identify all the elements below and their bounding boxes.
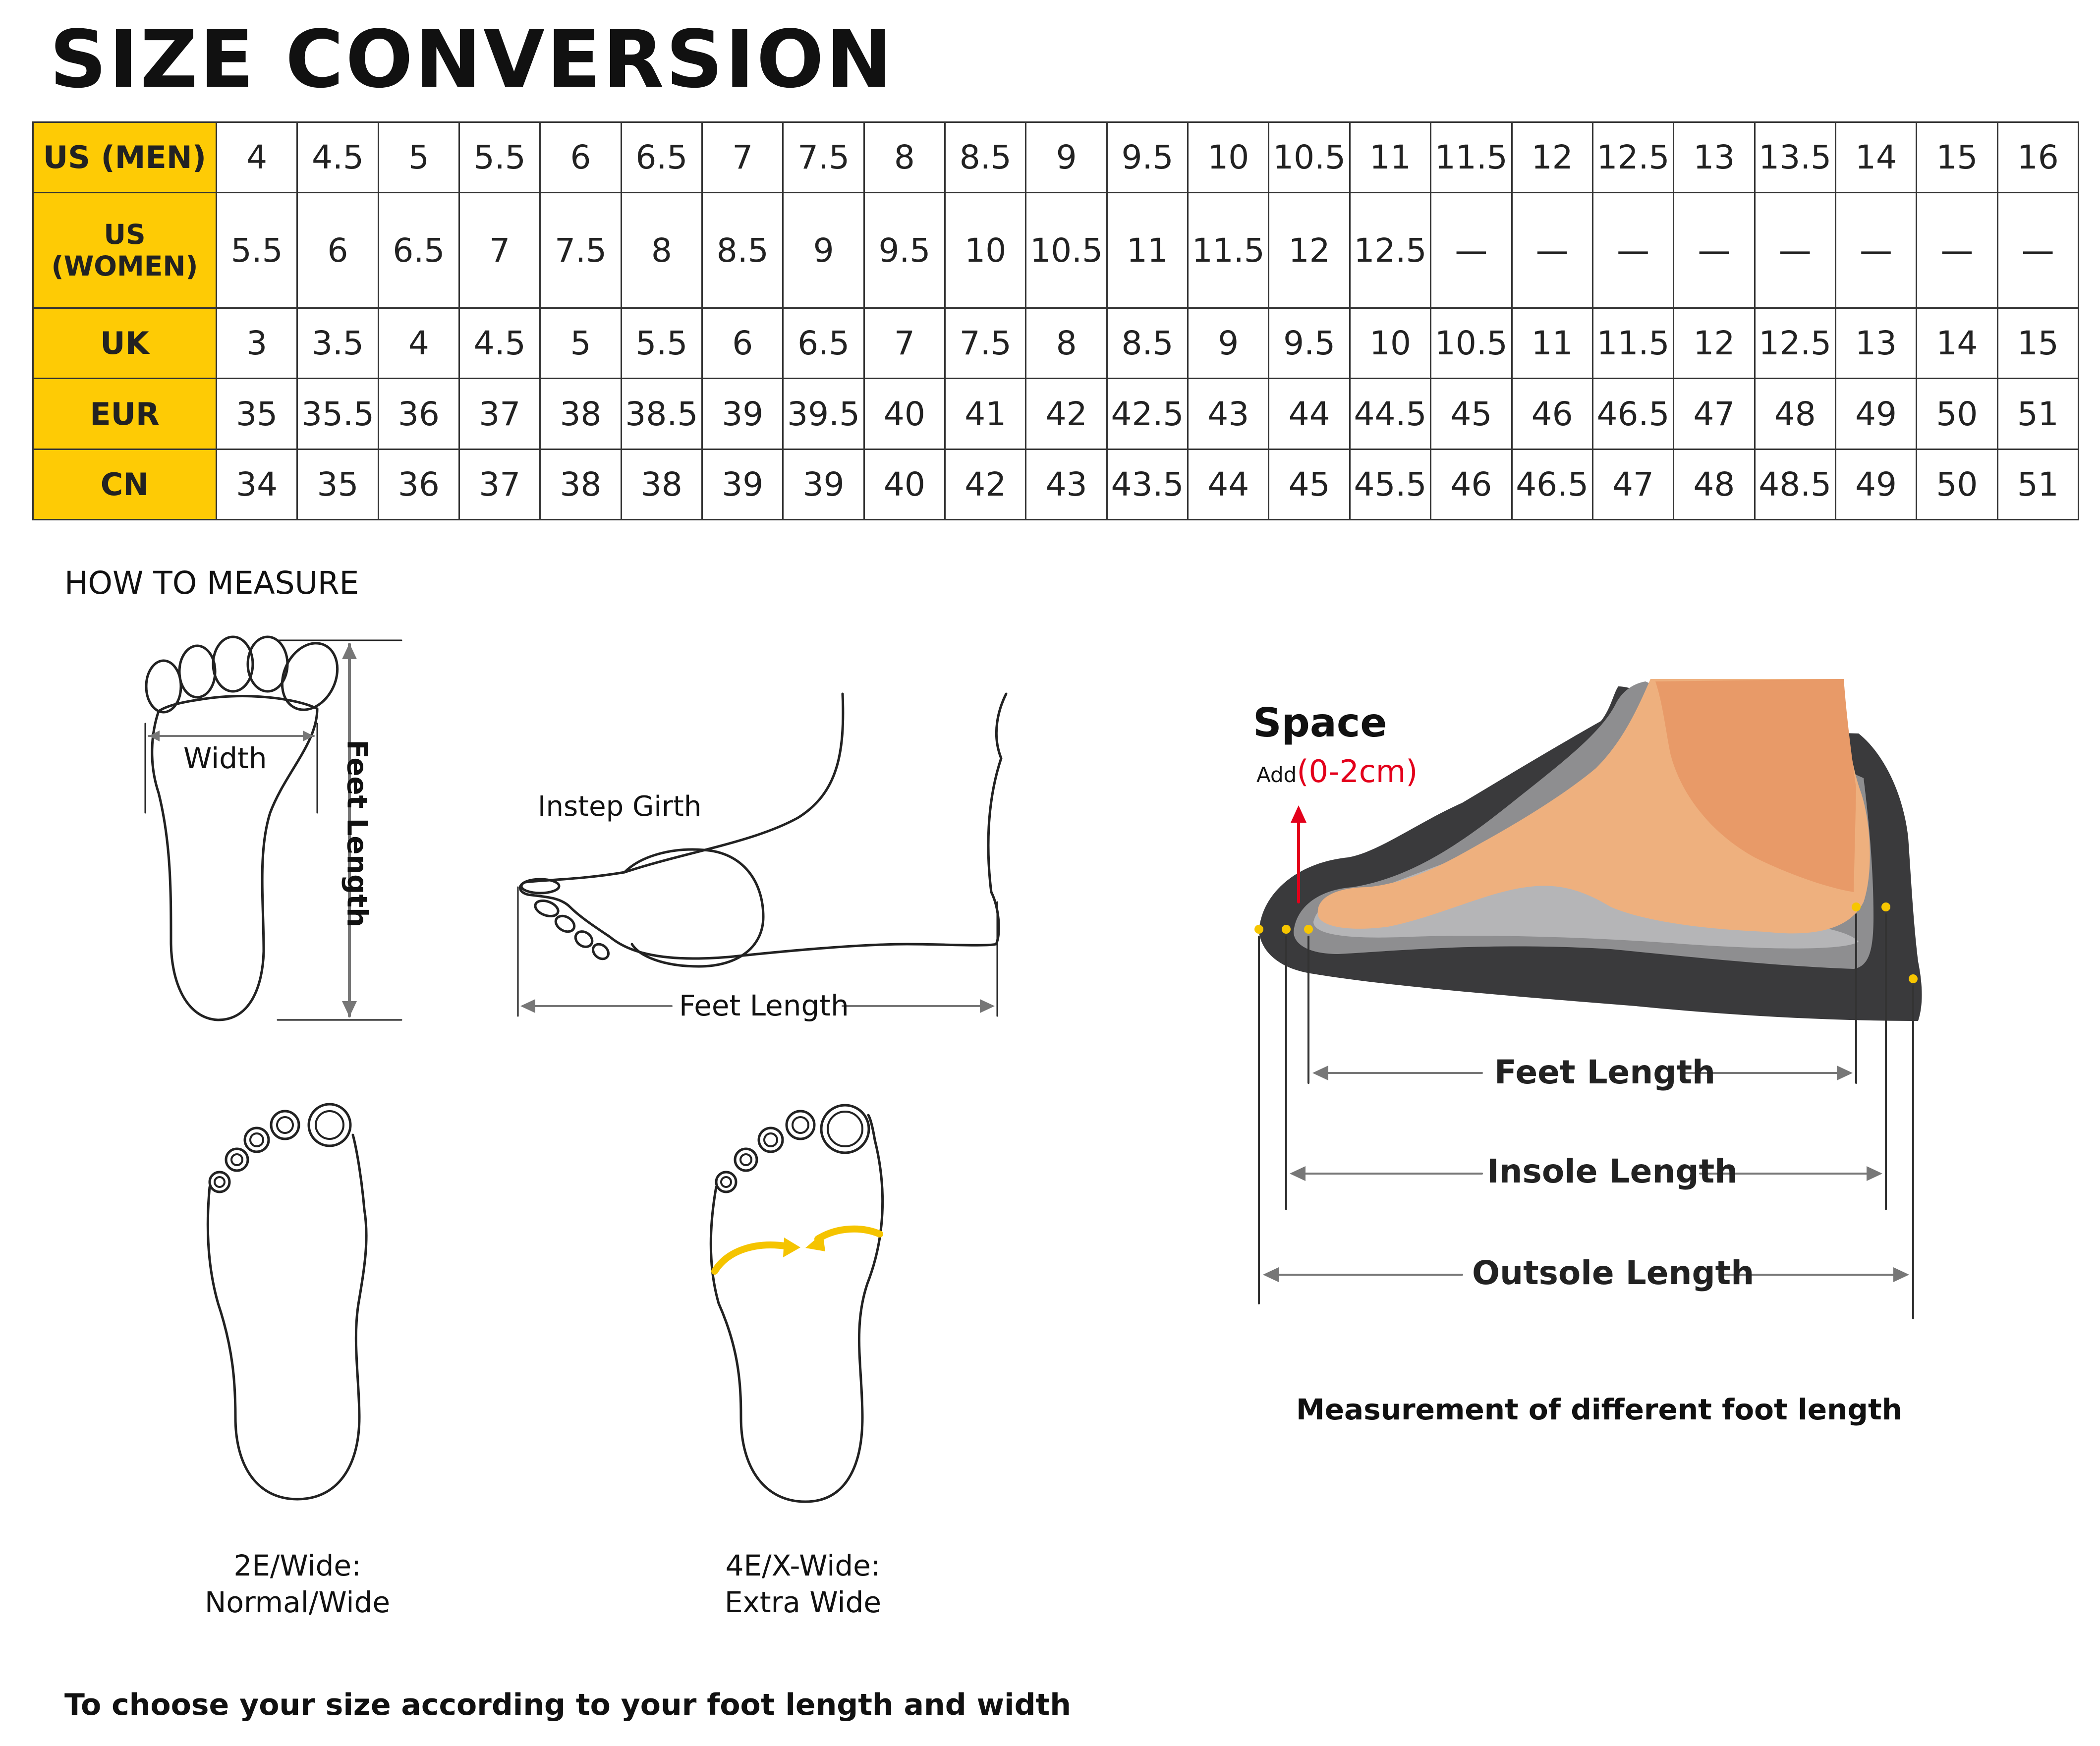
size-cell: 10.5 [1431,308,1512,379]
size-cell: 51 [1997,449,2078,519]
size-cell: 12 [1512,122,1592,193]
size-cell: 43.5 [1107,449,1188,519]
size-cell: 42 [945,449,1026,519]
size-cell: 5.5 [621,308,702,379]
size-cell: 10 [1188,122,1269,193]
size-cell: 39 [702,449,783,519]
size-cell: 41 [945,379,1026,449]
page-title: SIZE CONVERSION [50,13,895,106]
size-cell: — [1835,193,1916,308]
size-cell: 7 [702,122,783,193]
size-cell: 6 [702,308,783,379]
size-cell: 14 [1917,308,1997,379]
size-cell: 14 [1835,122,1916,193]
size-cell: 5 [540,308,621,379]
foot-side-view-illustration [518,694,1006,1016]
outsole-length-label: Outsole Length [1472,1254,1755,1292]
size-cell: — [1917,193,1997,308]
size-cell: 10 [1350,308,1430,379]
size-cell: 40 [864,379,945,449]
size-cell: 39.5 [783,379,864,449]
size-cell: 39 [702,379,783,449]
size-cell: 49 [1835,379,1916,449]
size-cell: 44.5 [1350,379,1430,449]
size-cell: 42 [1026,379,1107,449]
size-cell: 48 [1674,449,1755,519]
size-cell: 15 [1997,308,2078,379]
footer-text: To choose your size according to your foot length and width [64,1688,1071,1722]
size-row-header: US (WOMEN) [33,193,217,308]
size-row-header: UK [33,308,217,379]
width-label: Width [183,741,267,775]
size-cell: 12.5 [1350,193,1430,308]
size-cell: 15 [1917,122,1997,193]
size-cell: 12 [1269,193,1350,308]
size-cell: 13.5 [1755,122,1835,193]
size-cell: — [1674,193,1755,308]
size-cell: 38 [540,449,621,519]
wide-2e-line1: 2E/Wide: [233,1549,361,1582]
size-cell: 9.5 [864,193,945,308]
size-cell: 48 [1755,379,1835,449]
size-cell: 5 [378,122,459,193]
size-cell: 51 [1997,379,2078,449]
how-to-measure-heading: HOW TO MEASURE [64,565,359,601]
size-cell: 8 [621,193,702,308]
size-cell: 5.5 [459,122,540,193]
wide-4e-line2: Extra Wide [724,1585,882,1619]
size-cell: 11.5 [1592,308,1673,379]
size-cell: 37 [459,379,540,449]
wide-4e-line1: 4E/X-Wide: [725,1549,881,1582]
size-cell: 6.5 [621,122,702,193]
size-cell: 12 [1674,308,1755,379]
size-cell: 37 [459,449,540,519]
size-cell: 9.5 [1269,308,1350,379]
shoe-diagram-caption: Measurement of different foot length [1296,1393,1902,1426]
feet-length-side-label: Feet Length [679,989,849,1022]
foot-4e-illustration [711,1105,882,1502]
size-cell: 34 [217,449,297,519]
size-cell: 38 [540,379,621,449]
size-cell: 9.5 [1107,122,1188,193]
size-cell: 47 [1674,379,1755,449]
size-cell: 11.5 [1188,193,1269,308]
shoe-feet-length-label: Feet Length [1494,1053,1716,1091]
size-cell: 36 [378,379,459,449]
size-cell: 4 [217,122,297,193]
size-cell: 46.5 [1512,449,1592,519]
feet-length-vertical-label: Feet Length [341,739,373,927]
size-cell: 10 [945,193,1026,308]
size-cell: 4.5 [459,308,540,379]
size-cell: 11.5 [1431,122,1512,193]
wide-2e-label [188,1549,406,1619]
size-cell: 48.5 [1755,449,1835,519]
size-cell: 44 [1269,379,1350,449]
size-cell: 45.5 [1350,449,1430,519]
size-cell: 12.5 [1592,122,1673,193]
size-cell: 38.5 [621,379,702,449]
size-cell: 9 [783,193,864,308]
size-cell: 10.5 [1269,122,1350,193]
size-row-header: CN [33,449,217,519]
size-cell: 49 [1835,449,1916,519]
size-cell: 47 [1592,449,1673,519]
size-row-header: US (MEN) [33,122,217,193]
size-cell: 43 [1026,449,1107,519]
space-range: (0-2cm) [1297,753,1418,789]
size-cell: 9 [1188,308,1269,379]
size-cell: 12.5 [1755,308,1835,379]
size-cell: 4.5 [297,122,378,193]
size-cell: 6 [297,193,378,308]
space-label: Space [1253,700,1387,746]
size-cell: 39 [783,449,864,519]
size-cell: 50 [1917,449,1997,519]
size-cell: 44 [1188,449,1269,519]
size-cell: 8.5 [945,122,1026,193]
size-cell: 11 [1512,308,1592,379]
add-text: Add [1256,763,1297,787]
size-cell: 3.5 [297,308,378,379]
size-cell: — [1592,193,1673,308]
wide-2e-line2: Normal/Wide [204,1585,391,1619]
size-cell: 7.5 [783,122,864,193]
size-cell: 38 [621,449,702,519]
size-cell: 7 [459,193,540,308]
size-cell: 4 [378,308,459,379]
size-cell: 45 [1269,449,1350,519]
size-cell: 8.5 [702,193,783,308]
instep-girth-label: Instep Girth [538,790,702,823]
size-cell: 8 [864,122,945,193]
size-cell: 43 [1188,379,1269,449]
size-cell: 42.5 [1107,379,1188,449]
size-row-header: EUR [33,379,217,449]
size-cell: 3 [217,308,297,379]
size-cell: 40 [864,449,945,519]
wide-4e-label [694,1549,912,1619]
size-cell: 50 [1917,379,1997,449]
size-cell: 35 [297,449,378,519]
size-cell: 36 [378,449,459,519]
size-cell: 13 [1835,308,1916,379]
size-cell: 35.5 [297,379,378,449]
size-cell: 8 [1026,308,1107,379]
insole-length-label: Insole Length [1487,1152,1738,1190]
size-cell: — [1431,193,1512,308]
size-cell: 46.5 [1592,379,1673,449]
size-cell: 46 [1431,449,1512,519]
size-cell: 7.5 [945,308,1026,379]
size-cell: — [1997,193,2078,308]
size-cell: 7.5 [540,193,621,308]
size-cell: 8.5 [1107,308,1188,379]
size-cell: 45 [1431,379,1512,449]
size-cell: 10.5 [1026,193,1107,308]
size-cell: — [1755,193,1835,308]
size-cell: 5.5 [217,193,297,308]
size-cell: 16 [1997,122,2078,193]
add-label [1256,753,1418,789]
size-cell: — [1512,193,1592,308]
size-cell: 6.5 [783,308,864,379]
size-cell: 35 [217,379,297,449]
size-cell: 11 [1350,122,1430,193]
size-cell: 9 [1026,122,1107,193]
size-cell: 6.5 [378,193,459,308]
size-cell: 6 [540,122,621,193]
foot-2e-illustration [208,1104,366,1499]
size-cell: 13 [1674,122,1755,193]
size-cell: 7 [864,308,945,379]
size-cell: 11 [1107,193,1188,308]
size-cell: 46 [1512,379,1592,449]
